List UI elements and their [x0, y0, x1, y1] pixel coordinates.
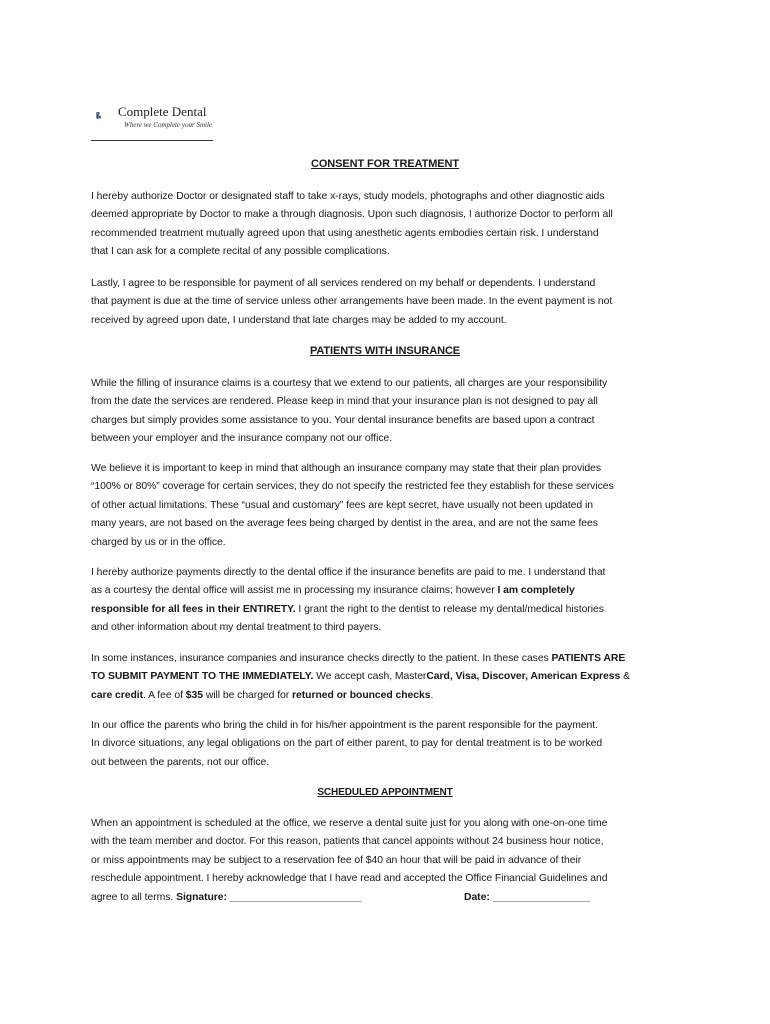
parents-paragraph	[91, 717, 683, 772]
text-line	[91, 601, 683, 619]
text-line	[91, 687, 683, 705]
text-span: We accept cash, Master	[313, 671, 427, 683]
text-line: “100% or 80%” coverage for certain services, they do not specify the restricted fee they establish for these services	[91, 481, 614, 493]
bold-text: care credit	[91, 689, 144, 701]
text-line: from the date the services are rendered. Please keep in mind that your insurance plan is not designed to pay all	[91, 396, 598, 408]
text-span: In some instances, insurance companies and insurance checks directly to the patient. In these cases	[91, 653, 552, 664]
text-line: In our office the parents who bring the child in for his/her appointment is the parent responsible for the payment.	[91, 720, 598, 731]
text-line: or miss appointments may be subject to a reservation fee of $40 an hour that will be paid in advance of their	[91, 854, 582, 866]
text-line: received by agreed upon date, I understand that late charges may be added to my account.	[91, 314, 507, 326]
text-line: and other information about my dental treatment to third payers.	[91, 622, 382, 634]
text-line: We believe it is important to keep in mind that although an insurance company may state that their plan provides	[91, 463, 601, 474]
text-line	[91, 668, 683, 686]
text-line: that I can ask for a complete recital of any possible complications.	[91, 246, 390, 258]
logo-name: Complete Dental	[118, 104, 207, 119]
bold-text: I am completely	[497, 585, 575, 597]
bold-text: PATIENTS ARE	[551, 653, 626, 664]
text-line: that payment is due at the time of service unless other arrangements have been made. In the event payment is not	[91, 296, 613, 308]
bold-text: returned or bounced checks	[292, 689, 431, 701]
scheduled-heading: SCHEDULED APPOINTMENT	[317, 787, 453, 798]
text-line	[91, 650, 683, 668]
direct-payment-paragraph	[91, 650, 683, 705]
consent-heading: CONSENT FOR TREATMENT	[310, 158, 460, 170]
text-span: as a courtesy the dental office will assist me in processing my insurance claims; however	[91, 585, 498, 597]
bold-text: $35	[185, 689, 203, 701]
signature-field[interactable]: Signature: _______________________	[176, 891, 362, 903]
insurance-limits-paragraph	[91, 460, 683, 552]
text-line: I hereby authorize Doctor or designated staff to take x-rays, study models, photographs and other diagnostic aids	[91, 191, 605, 202]
text-line: out between the parents, not our office.	[91, 756, 270, 768]
text-line: When an appointment is scheduled at the office, we reserve a dental suite just for you along with one-on-one time	[91, 818, 608, 829]
text-span: will be charged for	[202, 689, 293, 701]
signature-line	[91, 889, 683, 907]
text-line: While the filling of insurance claims is a courtesy that we extend to our patients, all charges are your responsibility	[91, 378, 608, 389]
text-line: reschedule appointment. I hereby acknowledge that I have read and accepted the Office Financial Guidelines and	[91, 873, 608, 885]
text-line: deemed appropriate by Doctor to make a through diagnosis. Upon such diagnosis, I authorize Doctor to perform all	[91, 209, 613, 221]
text-span: I grant the right to the dentist to release my dental/medical histories	[295, 603, 604, 615]
text-span: .	[430, 689, 434, 701]
text-line: with the team member and doctor. For this reason, patients that cancel appoints without 24 business hour notice,	[91, 836, 604, 848]
text-line: of other actual limitations. These “usual and customary” fees are kept secret, have usually not been updated in	[91, 499, 593, 511]
text-line: charges but simply provides some assistance to you. Your dental insurance benefits are based upon a contract	[91, 414, 595, 426]
text-line: In divorce situations, any legal obligations on the part of either parent, to pay for dental treatment is to be worked	[91, 738, 603, 750]
text-span: agree to all terms.	[91, 891, 177, 903]
bold-text: TO SUBMIT PAYMENT TO THE IMMEDIATELY.	[91, 671, 314, 683]
text-span: . A fee of	[143, 689, 186, 701]
text-line: between your employer and the insurance company not our office.	[91, 433, 393, 445]
bold-text: responsible for all fees in their ENTIRETY.	[91, 603, 296, 615]
payment-paragraph	[91, 275, 683, 330]
text-line: charged by us or in the office.	[91, 536, 226, 548]
date-field[interactable]: Date: _________________	[464, 891, 590, 903]
insurance-heading: PATIENTS WITH INSURANCE	[309, 345, 461, 357]
insurance-claims-paragraph	[91, 375, 683, 449]
authorization-paragraph	[91, 564, 683, 638]
logo-tagline: Where we Complete your Smile	[124, 121, 212, 129]
bold-text: Card, Visa, Discover, American Express	[426, 671, 621, 683]
text-line	[91, 582, 683, 600]
text-line: many years, are not based on the average fees being charged by dentist in the area, and are not the same fees	[91, 518, 598, 530]
consent-paragraph	[91, 188, 683, 262]
text-line: I hereby authorize payments directly to the dental office if the insurance benefits are paid to me. I understand that	[91, 567, 606, 578]
text-line: recommended treatment mutually agreed upon that using anesthetic agents embodies certain risk. I understand	[91, 227, 599, 239]
logo-divider	[91, 140, 213, 141]
scheduled-paragraph	[91, 815, 683, 907]
text-line: Lastly, I agree to be responsible for payment of all services rendered on my behalf or dependents. I understand	[91, 278, 596, 289]
text-span: &	[620, 671, 630, 683]
